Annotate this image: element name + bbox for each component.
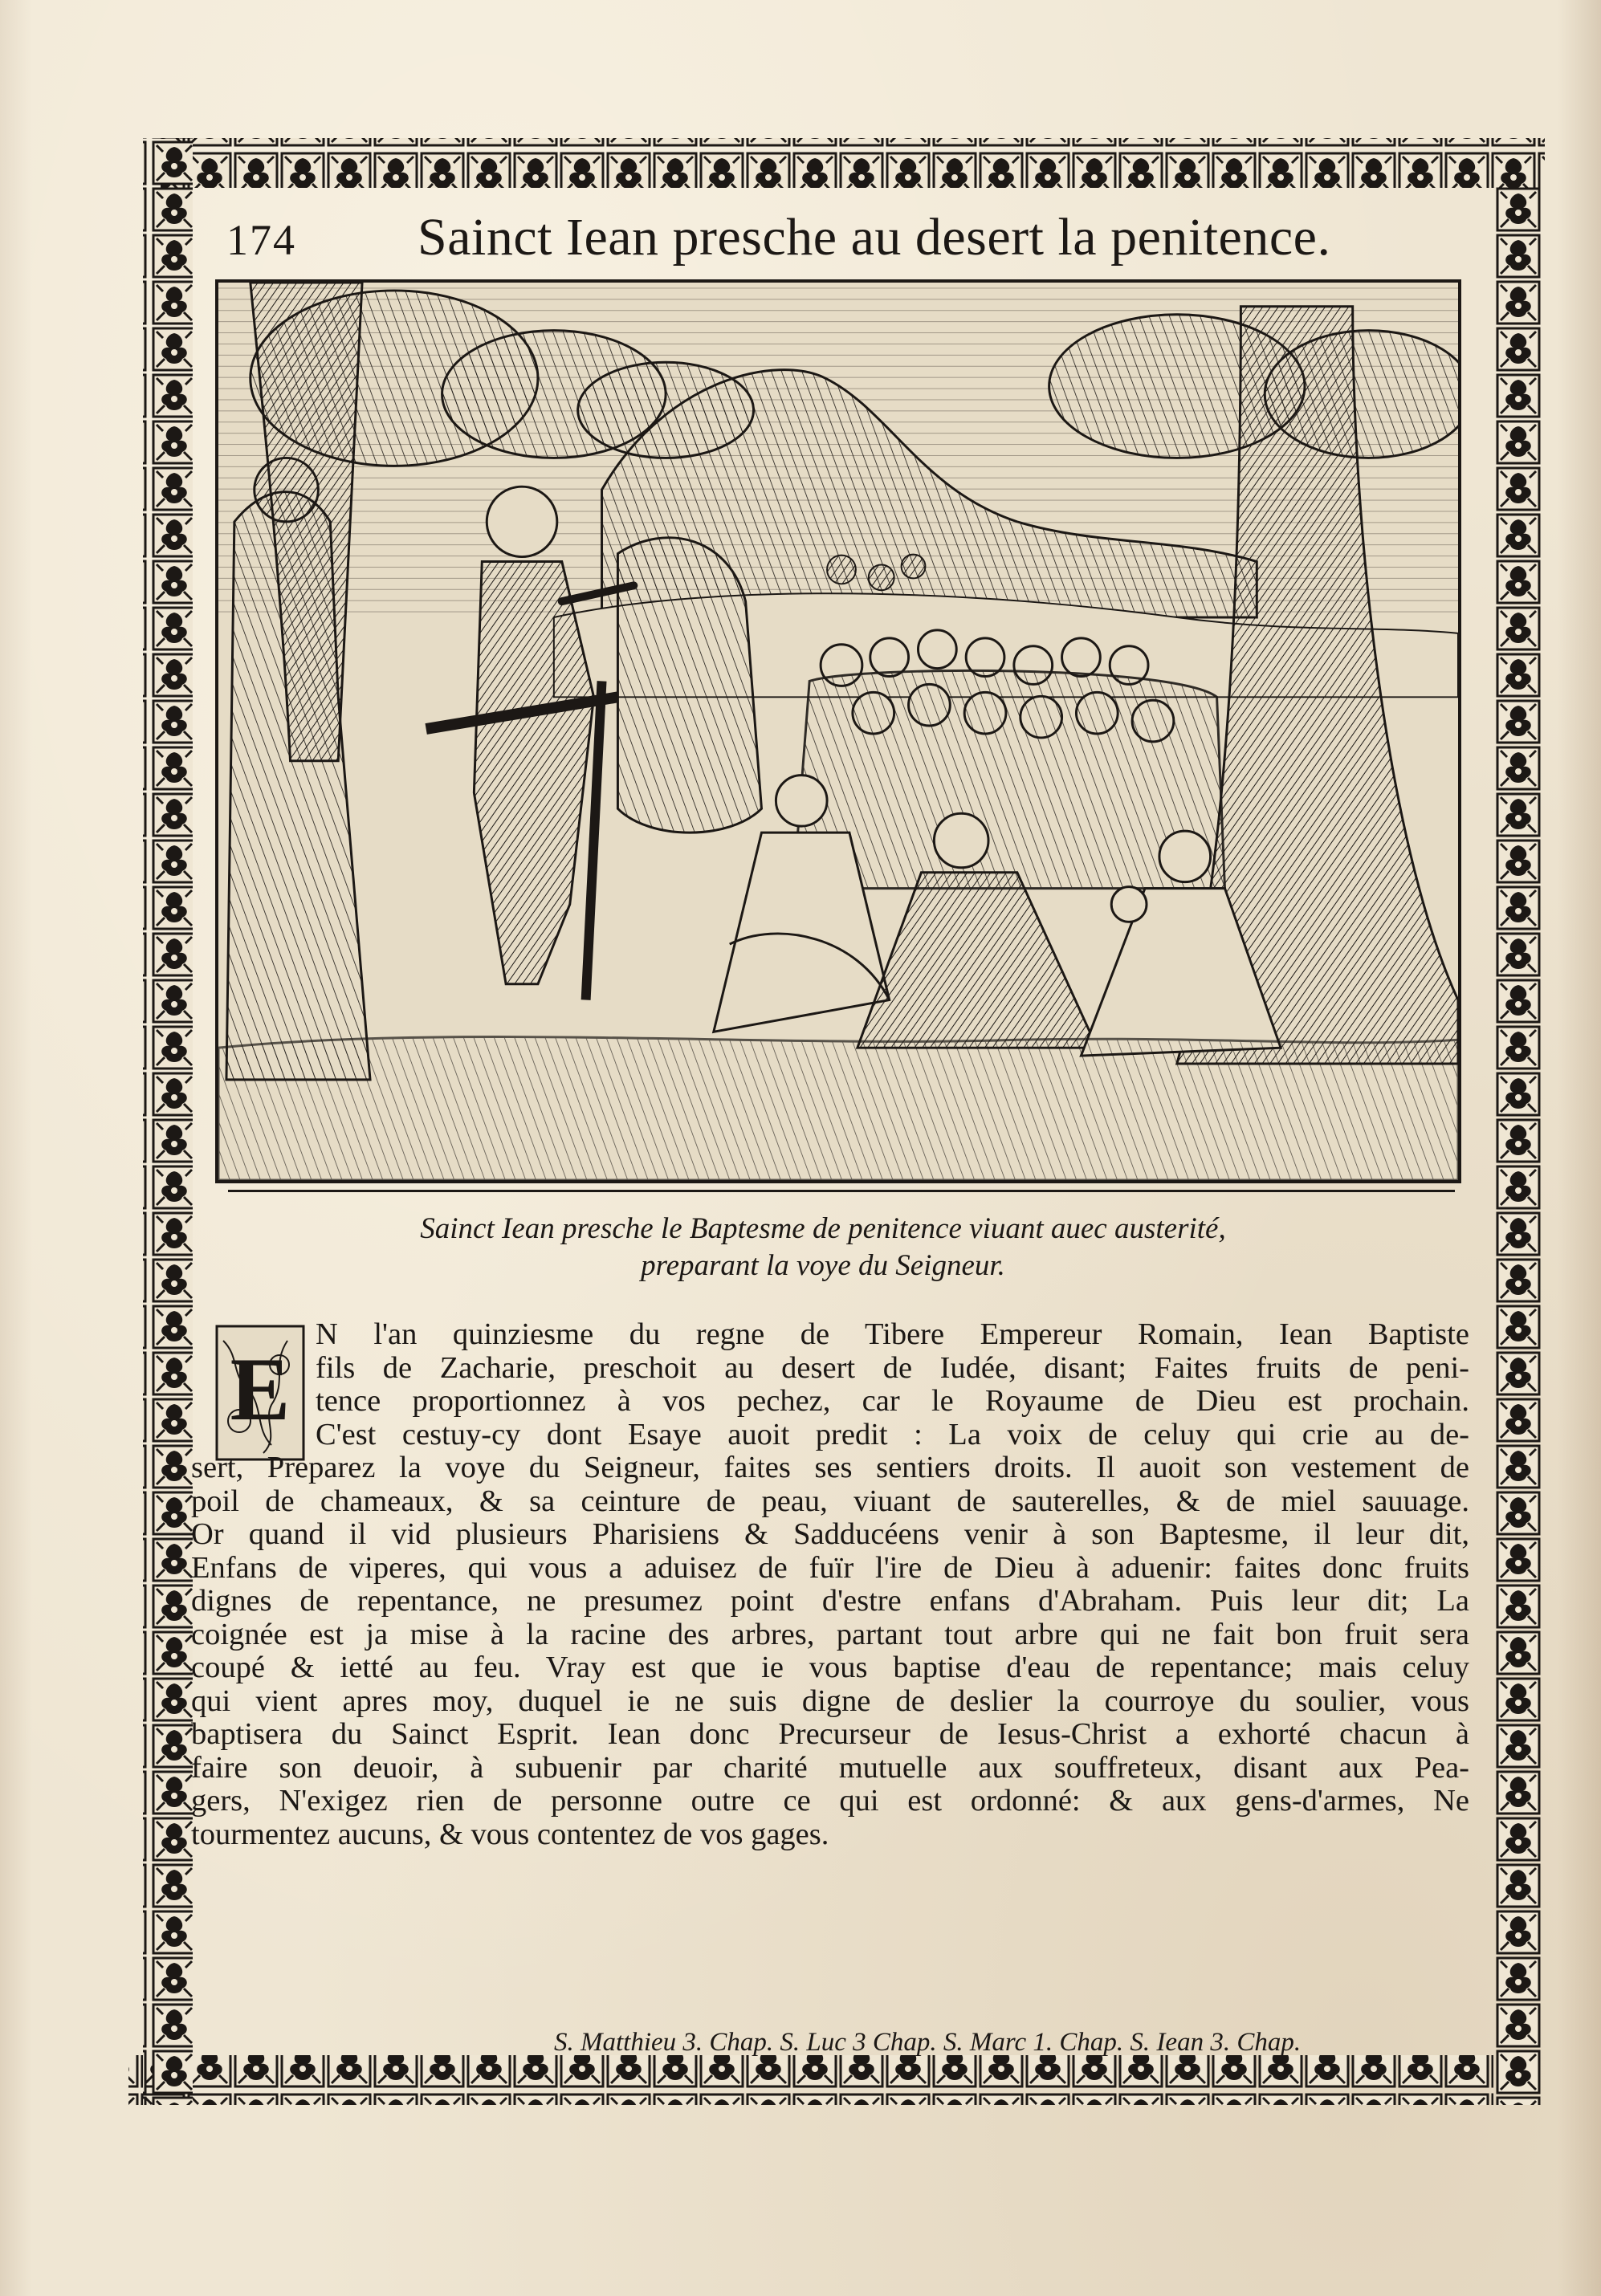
scripture-references: S. Matthieu 3. Chap. S. Luc 3 Chap. S. Marc 1. Chap. S. Iean 3. Chap. xyxy=(554,2028,1302,2057)
caption-line: Sainct Iean presche le Baptesme de penitence viuant auec austerité, xyxy=(420,1212,1226,1245)
body-line: qui vient apres moy, duquel ie ne suis digne de deslier la courroye du soulier, vous xyxy=(191,1683,1469,1718)
border-top xyxy=(161,138,1545,188)
caption-rule xyxy=(228,1190,1455,1192)
illustration-caption xyxy=(241,1211,1405,1284)
border-right xyxy=(1492,186,1542,2105)
page-heading: Sainct Iean presche au desert la penitence. xyxy=(418,208,1331,267)
body-line: dignes de repentance, ne presumez point d'estre enfans d'Abraham. Puis leur dit; La xyxy=(191,1584,1469,1618)
caption-line: preparant la voye du Seigneur. xyxy=(641,1249,1005,1282)
body-line: Enfans de viperes, qui vous a aduisez de fuïr l'ire de Dieu à aduenir: faites donc fruits xyxy=(191,1550,1469,1585)
body-line: N l'an quinziesme du regne de Tibere Empereur Romain, Iean Baptiste xyxy=(316,1317,1469,1351)
body-line: C'est cestuy-cy dont Esaye auoit predit : La voix de celuy qui crie au de- xyxy=(316,1417,1469,1451)
border-left xyxy=(143,138,193,2105)
woodcut-scene xyxy=(218,283,1458,1180)
body-line: gers, N'exigez rien de personne outre ce qui est ordonné: & aux gens-d'armes, Ne xyxy=(191,1784,1469,1818)
body-line: tence proportionnez à vos pechez, car le Royaume de Dieu est prochain. xyxy=(316,1384,1469,1418)
body-line: coupé & ietté au feu. Vray est que ie vous baptise d'eau de repentance; mais celuy xyxy=(191,1651,1469,1684)
body-line: baptisera du Sainct Esprit. Iean donc Precurseur de Iesus-Christ a exhorté chacun à xyxy=(191,1717,1469,1751)
page-number: 174 xyxy=(226,216,296,264)
body-line: tourmentez aucuns, & vous contentez de vos gages. xyxy=(191,1817,829,1851)
body-paragraph xyxy=(191,1318,1469,1851)
woodcut-illustration xyxy=(215,279,1461,1183)
body-line: Or quand il vid plusieurs Pharisiens & Sadducéens venir à son Baptesme, il leur dit, xyxy=(191,1517,1469,1551)
border-bottom xyxy=(128,2055,1493,2105)
body-line: fils de Zacharie, preschoit au desert de Iudée, disant; Faites fruits de peni- xyxy=(316,1350,1469,1385)
body-line: coignée est ja mise à la racine des arbres, partant tout arbre qui ne fait bon fruit sera xyxy=(191,1617,1469,1651)
body-line: sert, Preparez la voye du Seigneur, faites ses sentiers droits. Il auoit son vestement de xyxy=(191,1451,1469,1484)
svg-text:E: E xyxy=(230,1340,291,1439)
body-line: poil de chameaux, & sa ceinture de peau, viuant de sauterelles, & de miel sauuage. xyxy=(191,1484,1469,1518)
body-line: faire son deuoir, à subuenir par charité mutuelle aux souffreteux, disant aux Pea- xyxy=(191,1750,1469,1785)
